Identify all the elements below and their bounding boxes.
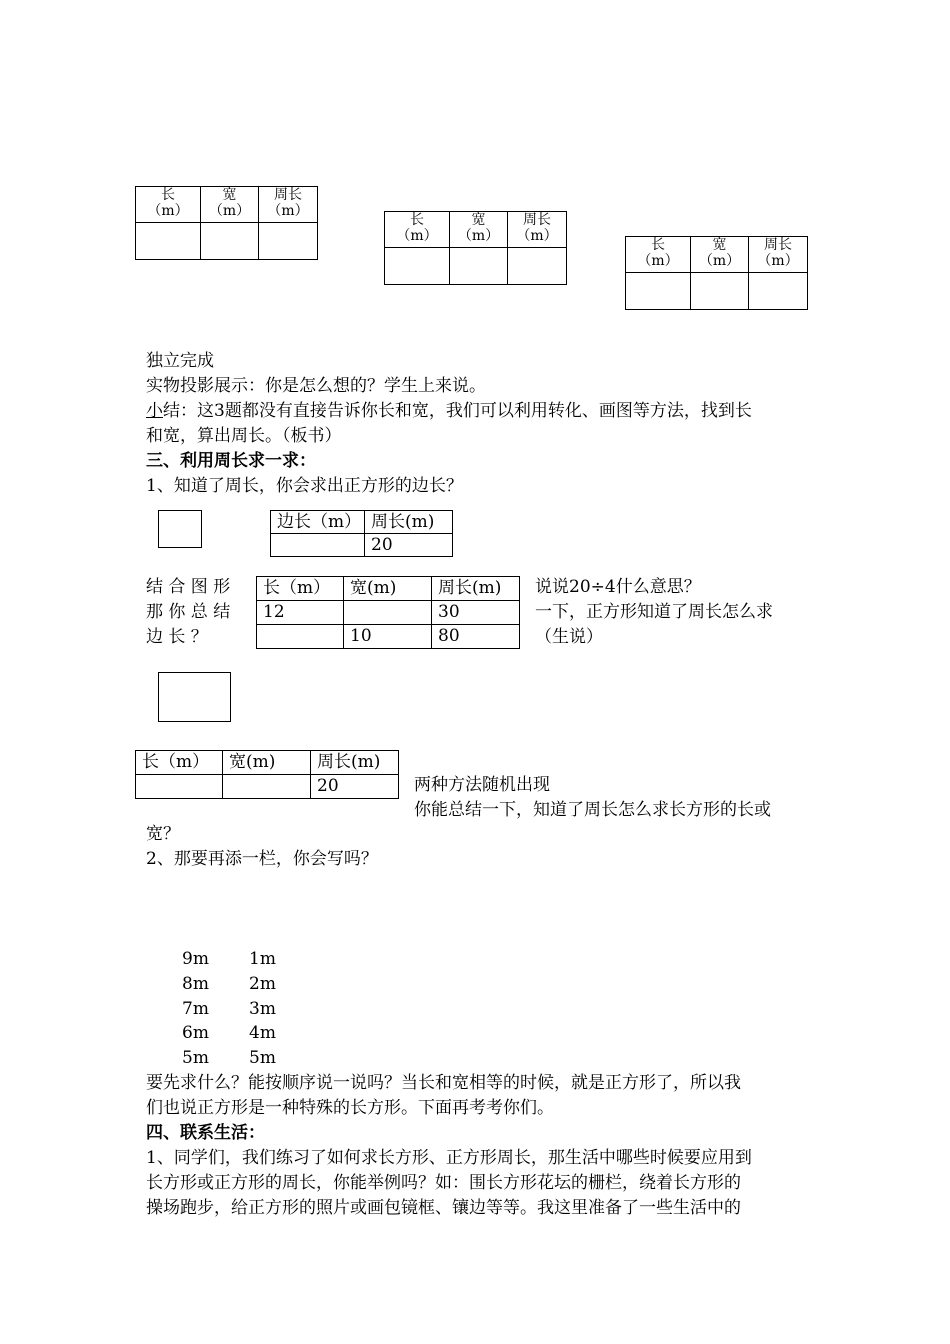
intro-line-1: 独立完成	[146, 351, 214, 371]
table-cell	[344, 601, 432, 625]
section3-q2: 2、那要再添一栏，你会写吗？	[146, 849, 378, 869]
header-perimeter: 周长 （m）	[508, 212, 567, 248]
header-width: 宽 （m）	[691, 237, 749, 273]
header-perimeter: 周长(m)	[432, 577, 520, 601]
rect-table-2	[135, 750, 399, 799]
side-text-2: 你能总结一下，知道了周长怎么求长方形的长或	[414, 800, 771, 820]
header-width: 宽(m)	[223, 751, 311, 775]
table-cell: 10	[344, 625, 432, 649]
pair-length: 7m	[182, 999, 209, 1019]
square-figure	[158, 510, 202, 548]
side-text-3: 宽？	[146, 824, 180, 844]
left-text-3: 边 长 ？	[146, 627, 208, 647]
table-cell: 80	[432, 625, 520, 649]
left-text-2: 那 你 总 结	[146, 602, 231, 622]
header-width: 宽 （m）	[450, 212, 508, 248]
pair-width: 2m	[249, 974, 276, 994]
pair-length: 5m	[182, 1048, 209, 1068]
right-text-2: 一下，正方形知道了周长怎么求	[535, 602, 773, 622]
header-length: 长（m）	[257, 577, 344, 601]
pair-length: 6m	[182, 1023, 209, 1043]
table-cell: 12	[257, 601, 344, 625]
intro-line-3: 小结：这3题都没有直接告诉你长和宽，我们可以利用转化、画图等方法，找到长	[146, 401, 752, 421]
pair-length: 9m	[182, 949, 209, 969]
header-length: 长（m）	[136, 751, 223, 775]
section4-line-3: 操场跑步，给正方形的照片或画包镜框、镶边等等。我这里准备了一些生活中的	[146, 1198, 741, 1218]
header-length: 长 （m）	[385, 212, 450, 248]
section4-line-1: 1、同学们，我们练习了如何求长方形、正方形周长，那生活中哪些时候要应用到	[146, 1148, 752, 1168]
paragraph-line-2: 们也说正方形是一种特殊的长方形。下面再考考你们。	[146, 1098, 554, 1118]
left-text-1: 结 合 图 形	[146, 577, 231, 597]
rectangle-figure	[158, 672, 231, 722]
header-perimeter: 周长 （m）	[259, 187, 318, 223]
header-perimeter: 周长(m)	[311, 751, 399, 775]
empty-table-2	[384, 211, 567, 285]
section3-q1: 1、知道了周长，你会求出正方形的边长？	[146, 476, 463, 496]
side-text-1: 两种方法随机出现	[414, 775, 550, 795]
header-length: 长 （m）	[626, 237, 691, 273]
pair-length: 8m	[182, 974, 209, 994]
intro-line-4: 和宽，算出周长。（板书）	[146, 426, 342, 446]
cell-perimeter: 20	[311, 775, 399, 799]
table-cell	[257, 625, 344, 649]
pair-width: 4m	[249, 1023, 276, 1043]
header-width: 宽(m)	[344, 577, 432, 601]
right-text-1: 说说20÷4什么意思？	[535, 577, 701, 597]
pair-width: 1m	[249, 949, 276, 969]
pair-width: 5m	[249, 1048, 276, 1068]
header-perimeter: 周长(m)	[365, 511, 453, 534]
cell-perimeter: 20	[365, 534, 453, 557]
square-table	[270, 510, 453, 557]
header-perimeter: 周长 （m）	[749, 237, 808, 273]
section4-title: 四、联系生活：	[146, 1123, 265, 1143]
rect-table	[256, 576, 520, 649]
empty-table-3	[625, 236, 808, 310]
intro-line-2: 实物投影展示：你是怎么想的？学生上来说。	[146, 376, 486, 396]
right-text-3: （生说）	[535, 627, 603, 647]
section3-title: 三、利用周长求一求：	[146, 451, 316, 471]
pair-width: 3m	[249, 999, 276, 1019]
paragraph-line-1: 要先求什么？能按顺序说一说吗？当长和宽相等的时候，就是正方形了，所以我	[146, 1073, 741, 1093]
header-side: 边长（m）	[271, 511, 365, 534]
section4-line-2: 长方形或正方形的周长，你能举例吗？如：围长方形花坛的栅栏，绕着长方形的	[146, 1173, 741, 1193]
header-length: 长 （m）	[136, 187, 201, 223]
header-width: 宽 （m）	[201, 187, 259, 223]
table-cell: 30	[432, 601, 520, 625]
empty-table-1	[135, 186, 318, 260]
